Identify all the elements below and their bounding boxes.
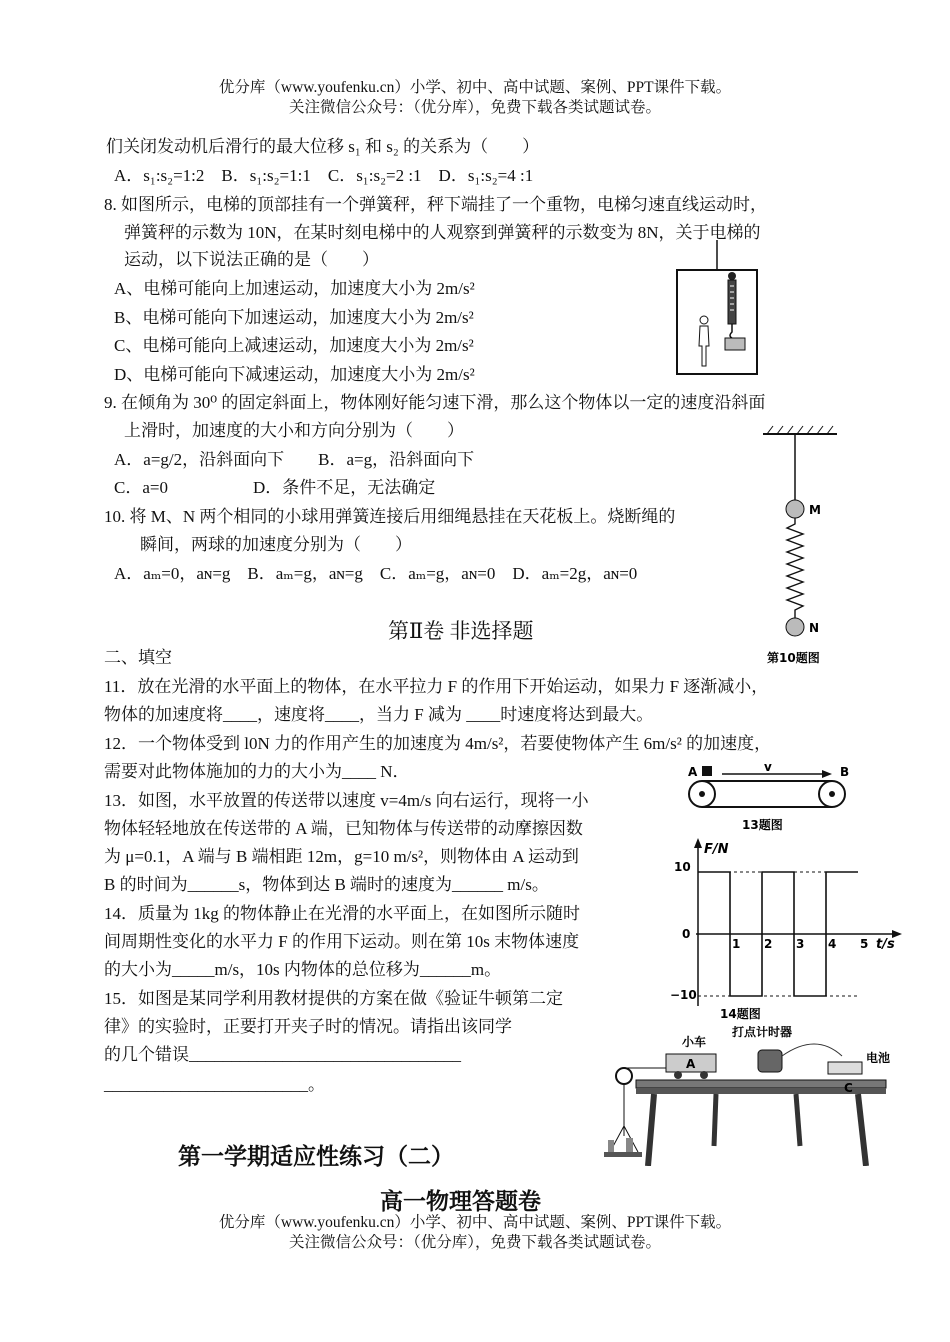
q13-line-2: 物体轻轻地放在传送带的 A 端，已知物体与传送带的动摩擦因数 [104, 819, 583, 838]
header-line-2: 关注微信公众号：（优分库），免费下载各类试题试卷。 [288, 99, 661, 116]
q9-line-1: 9. 在倾角为 30⁰ 的固定斜面上，物体刚好能匀速下滑，那么这个物体以一定的速度沿斜面 [104, 393, 766, 412]
q10-options: A．aₘ=0，aɴ=g B．aₘ=g，aɴ=g C．aₘ=g，aɴ=0 D．aₘ=2g，aɴ=0 [114, 564, 638, 583]
q11-line-2: 物体的加速度将____，速度将____，当力 F 减为 ____时速度将达到最大。 [104, 705, 654, 724]
q12-line-1: 12．一个物体受到 l0N 力的作用产生的加速度为 4m/s²，若要使物体产生 6m/s² 的加速度， [104, 734, 772, 753]
x-tick-3: 3 [796, 937, 805, 951]
q7-continuation: 们关闭发动机后滑行的最大位移 s₁ 和 s₂ 的关系为（ ） [106, 137, 540, 156]
experiment-figure [596, 1026, 896, 1166]
conveyor-figure [682, 762, 860, 834]
y-axis-arrow [694, 838, 702, 848]
q8-line-2: 弹簧秤的示数为 10N，在某时刻电梯中的人观察到弹簧秤的示数变为 8N，关于电梯的 [124, 223, 761, 242]
q14-line-3: 的大小为_____m/s，10s 内物体的总位移为______m。 [104, 960, 502, 979]
label-v: v [764, 762, 772, 774]
answer-sheet-title: 高一物理答题卷 [380, 1189, 541, 1215]
q8-option-b: B、电梯可能向下加速运动，加速度大小为 2m/s² [114, 308, 474, 327]
q13-line-1: 13．如图，水平放置的传送带以速度 v=4m/s 向右运行，现将一小 [104, 791, 589, 810]
q9-options-cd: C．a=0 D．条件不足，无法确定 [114, 478, 436, 497]
q15-line-1: 15．如图是某同学利用教材提供的方案在做《验证牛顿第二定 [104, 989, 563, 1008]
section-fill-blank: 二、填空 [104, 648, 172, 667]
battery-label: 电池 [866, 1051, 891, 1065]
y-tick-neg10: −10 [670, 988, 697, 1002]
q10-line-2: 瞬间，两球的加速度分别为（ ） [140, 535, 412, 554]
q12-line-2: 需要对此物体施加的力的大小为____ N． [104, 762, 410, 781]
q8-option-a: A、电梯可能向上加速运动，加速度大小为 2m/s² [114, 279, 475, 298]
q9-options-ab: A．a=g/2，沿斜面向下 B．a=g，沿斜面向下 [114, 450, 475, 469]
q9-line-2: 上滑时，加速度的大小和方向分别为（ ） [124, 421, 464, 440]
x-tick-1: 1 [732, 937, 741, 951]
x-tick-5: 5 [860, 937, 869, 951]
exam-title: 第一学期适应性练习（二） [178, 1144, 454, 1170]
y-tick-0: 0 [682, 927, 691, 941]
y-tick-10: 10 [674, 860, 691, 874]
q15-line-2: 律》的实验时，正要打开夹子时的情况。请指出该同学 [104, 1017, 512, 1036]
y-axis-label: F/N [704, 842, 729, 857]
q13-line-3: 为 μ=0.1，A 端与 B 端相距 12m，g=10 m/s²，则物体由 A 运动到 [104, 847, 579, 866]
fig10-caption: 第10题图 [767, 651, 820, 665]
label-n: N [809, 621, 820, 635]
fig13-caption: 13题图 [742, 818, 783, 832]
footer-line-1: 优分库（www.youfenku.cn）小学、初中、高中试题、案例、PPT课件下载。 [218, 1214, 732, 1231]
spring-figure [755, 422, 850, 670]
label-b: B [840, 765, 850, 779]
q7-options: A．s₁:s₂=1:2 B．s₁:s₂=1:1 C．s₁:s₂=2 :1 D．s₁:s₂=4 :1 [114, 166, 534, 185]
header-line-1: 优分库（www.youfenku.cn）小学、初中、高中试题、案例、PPT课件下载。 [218, 79, 732, 96]
label-m: M [809, 503, 821, 517]
q8-line-3: 运动，以下说法正确的是（ ） [124, 250, 379, 269]
q10-line-1: 10. 将 M、N 两个相同的小球用弹簧连接后用细绳悬挂在天花板上。烧断绳的 [104, 507, 676, 526]
footer-line-2: 关注微信公众号：（优分库），免费下载各类试题试卷。 [288, 1234, 661, 1251]
q8-option-d: D、电梯可能向下减速运动，加速度大小为 2m/s² [114, 365, 475, 384]
label-a: A [688, 765, 698, 779]
q13-line-4: B 的时间为______s，物体到达 B 端时的速度为______ m/s。 [104, 875, 549, 894]
x-tick-2: 2 [764, 937, 773, 951]
force-time-chart [660, 836, 910, 1026]
q14-line-1: 14．质量为 1kg 的物体静止在光滑的水平面上，在如图所示随时 [104, 904, 580, 923]
cart-label-a: A [686, 1057, 696, 1071]
label-c: C [844, 1081, 853, 1095]
x-tick-4: 4 [828, 937, 837, 951]
q8-line-1: 8. 如图所示，电梯的顶部挂有一个弹簧秤，秤下端挂了一个重物，电梯匀速直线运动时， [104, 195, 767, 214]
q14-line-2: 间周期性变化的水平力 F 的作用下运动。则在第 10s 末物体速度 [104, 932, 580, 951]
q15-line-4: ________________________。 [104, 1075, 325, 1094]
timer-label: 打点计时器 [732, 1026, 793, 1039]
x-axis-label: t/s [876, 937, 895, 952]
cart-label: 小车 [682, 1035, 707, 1049]
q15-line-3: 的几个错误________________________________ [104, 1045, 461, 1064]
fig14-caption: 14题图 [720, 1007, 761, 1021]
part2-title: 第Ⅱ卷 非选择题 [388, 619, 534, 643]
q8-option-c: C、电梯可能向上减速运动，加速度大小为 2m/s² [114, 336, 474, 355]
q11-line-1: 11．放在光滑的水平面上的物体，在水平拉力 F 的作用下开始运动，如果力 F 逐渐减小， [104, 677, 769, 696]
elevator-figure [672, 240, 762, 380]
